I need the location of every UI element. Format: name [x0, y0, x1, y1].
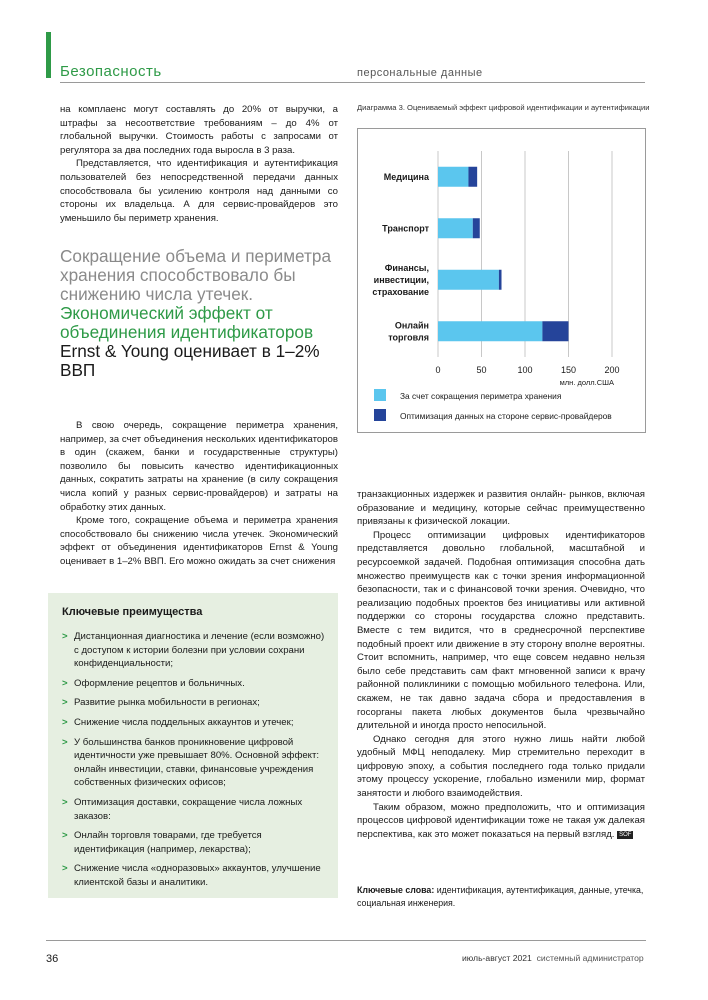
list-marker: >: [62, 830, 68, 842]
list-item-text: Оптимизация доставки, сокращение числа ложных заказов:: [74, 796, 303, 822]
paragraph: транзакционных издержек и развития онлайн- рынков, включая образование и медицину, которые сейчас преимущественно привязаны к физической локации.: [357, 489, 645, 528]
list-marker: >: [62, 677, 68, 689]
bar-chart: [358, 129, 645, 432]
right-column: [357, 488, 645, 841]
list-item: [62, 716, 328, 730]
list-item-text: Снижение числа поддельных аккаунтов и утечек;: [74, 716, 294, 728]
list-item-text: Оформление рецептов и больничных.: [74, 677, 245, 689]
tick-label: 100: [517, 365, 533, 375]
page-number: 36: [46, 953, 59, 965]
list-marker: >: [62, 863, 68, 875]
tick-label: 0: [435, 365, 441, 375]
paragraph: В свою очередь, сокращение периметра хранения, например, за счет объединения нескольких идентификаторов в один (скажем, банки и государственные структуры) позволило бы повысить качество идентификационных данных, сократить затраты на хранение (в силу сокращения числа копий у разных сервис-провайдеров) и затраты на обработку этих данных.: [60, 420, 338, 513]
pull-quote-green: Экономический эффект от объединения идентификаторов: [60, 303, 314, 342]
list-marker: >: [62, 697, 68, 709]
list-item: [62, 862, 328, 889]
keywords-text: идентификация, аутентификация, данные, утечка, социальная инженерия.: [357, 885, 644, 908]
legend-label: За счет сокращения периметра хранения: [400, 391, 562, 401]
paragraph: Процесс оптимизации цифровых идентификаторов представляется довольно глобальной, масштабной и ресурсоемкой задачей. Подобная оптимизация способна дать множество преимуществ как с точки зрения информационной безопасности, так и с финансовой точки зрения. Очевидно, что реализацию подобных проектов без инициативы или активной поддержки со стороны государства сложно представить. Вместе с тем видится, что в среднесрочной перспективе подобный проект или движение в эту сторону вполне вероятны. Стоит вспомнить, например, что еще совсем недавно нельзя было себе представить сам факт мгновенной записи к врачу районной поликлиники с помощью мобильного телефона. Или, скажем, не так давно задача сбора и предоставления в госорганы пакета любых документов была чрезвычайно длительной и иногда просто непосильной.: [357, 529, 645, 732]
end-mark: SOF: [619, 831, 632, 838]
list-marker: >: [62, 796, 68, 808]
legend-swatch: [374, 409, 386, 421]
paragraph: [357, 801, 645, 842]
list-marker: >: [62, 736, 68, 748]
section-subtitle: персональные данные: [357, 67, 483, 79]
figure-caption: Диаграмма 3. Оцениваемый эффект цифровой идентификации и аутентификации: [357, 103, 650, 112]
bar-segment: [468, 167, 477, 187]
section-accent-bar: [46, 32, 51, 78]
list-item: [62, 696, 328, 710]
list-marker: >: [62, 716, 68, 728]
bar-segment: [438, 167, 468, 187]
list-item: [62, 677, 328, 691]
paragraph-text: Таким образом, можно предположить, что и оптимизация процессов цифровой идентификации тоже не такая уж далекая перспектива, как это может показаться на первый взгляд.: [357, 801, 645, 840]
list-item-text: Развитие рынка мобильности в регионах;: [74, 697, 260, 709]
benefits-list: [62, 630, 328, 896]
category-label: Транспорт: [382, 223, 429, 234]
category-label: Медицина: [383, 171, 429, 182]
list-item: [62, 630, 328, 671]
bar-segment: [438, 218, 473, 238]
footer-issue: [462, 953, 644, 963]
list-item-text: Снижение числа «одноразовых» аккаунтов, улучшение клиентской базы и аналитики.: [74, 863, 321, 888]
tick-label: 150: [560, 365, 577, 375]
tick-label: 50: [476, 365, 487, 375]
category-label: Финансы, инвестиции, страхование: [372, 262, 429, 297]
list-marker: >: [62, 631, 68, 642]
tick-label: 200: [604, 365, 620, 375]
pull-quote-black: Ernst & Young оценивает в 1–2% ВВП: [60, 341, 320, 380]
legend-label: Оптимизация данных на стороне сервис-провайдеров: [400, 411, 612, 421]
pull-quote-grey: Сокращение объема и периметра хранения способствовало бы снижению числа утечек.: [60, 246, 332, 304]
chart-frame: [357, 128, 646, 433]
left-column-bottom: [60, 419, 338, 569]
list-item-text: Дистанционная диагностика и лечение (если возможно) с доступом к истории болезни при условии сохрани конфиденциальности;: [74, 631, 325, 670]
bar-segment: [499, 270, 502, 290]
list-item: [62, 829, 328, 856]
unit-label: млн. долл.США: [559, 378, 614, 387]
category-label: Онлайн торговля: [388, 320, 429, 343]
bar-segment: [438, 270, 499, 290]
paragraph: Представляется, что идентификация и аутентификация пользователей без непосредственной передачи данных способствовала бы усилению контроля над данными со стороны их владельца. А для сервис-провайдеров это уменьшило бы периметр хранения.: [60, 158, 338, 224]
pull-quote: [60, 247, 340, 380]
bar-segment: [542, 321, 568, 341]
section-title: Безопасность: [60, 63, 162, 80]
list-item-text: У большинства банков проникновение цифровой идентичности уже превышает 80%. Основной эффект: онлайн инвестиции, ставки, финансовые учреждения собственных физических офисов;: [74, 736, 320, 789]
legend-swatch: [374, 389, 386, 401]
list-item: [62, 796, 328, 823]
keywords-label: Ключевые слова:: [357, 885, 435, 895]
header-divider: [60, 82, 645, 83]
magazine-name: системный администратор: [536, 953, 644, 963]
footer-divider: [46, 940, 646, 941]
list-item-text: Онлайн торговля товарами, где требуется идентификация (например, лекарства);: [74, 830, 262, 855]
benefits-title: Ключевые преимущества: [62, 606, 203, 618]
bar-segment: [438, 321, 542, 341]
keywords: [357, 884, 645, 910]
paragraph: на комплаенс могут составлять до 20% от выручки, а штрафы за несоответствие требованиям – до 4% от глобальной выручки. Стоимость работы с запросами от регулятора за два последних года выросла в 3 раза.: [60, 104, 338, 156]
issue-date: июль-август 2021: [462, 953, 532, 963]
paragraph: Кроме того, сокращение объема и периметра хранения способствовало бы снижению числа утечек. Экономический эффект от объединения идентификаторов Ernst & Young оценивает в 1–2% ВВП. Его можно ожидать за счет снижения: [60, 515, 338, 567]
paragraph: Однако сегодня для этого нужно лишь найти любой удобный МФЦ неподалеку. Мир стремительно переходит в цифровую эпоху, а события последнего года только придали этому процессу ускорение, глобально изменили мир, формат занятости и любого взаимодействия.: [357, 733, 645, 800]
bar-segment: [473, 218, 480, 238]
left-column-top: [60, 103, 338, 225]
list-item: [62, 736, 328, 790]
